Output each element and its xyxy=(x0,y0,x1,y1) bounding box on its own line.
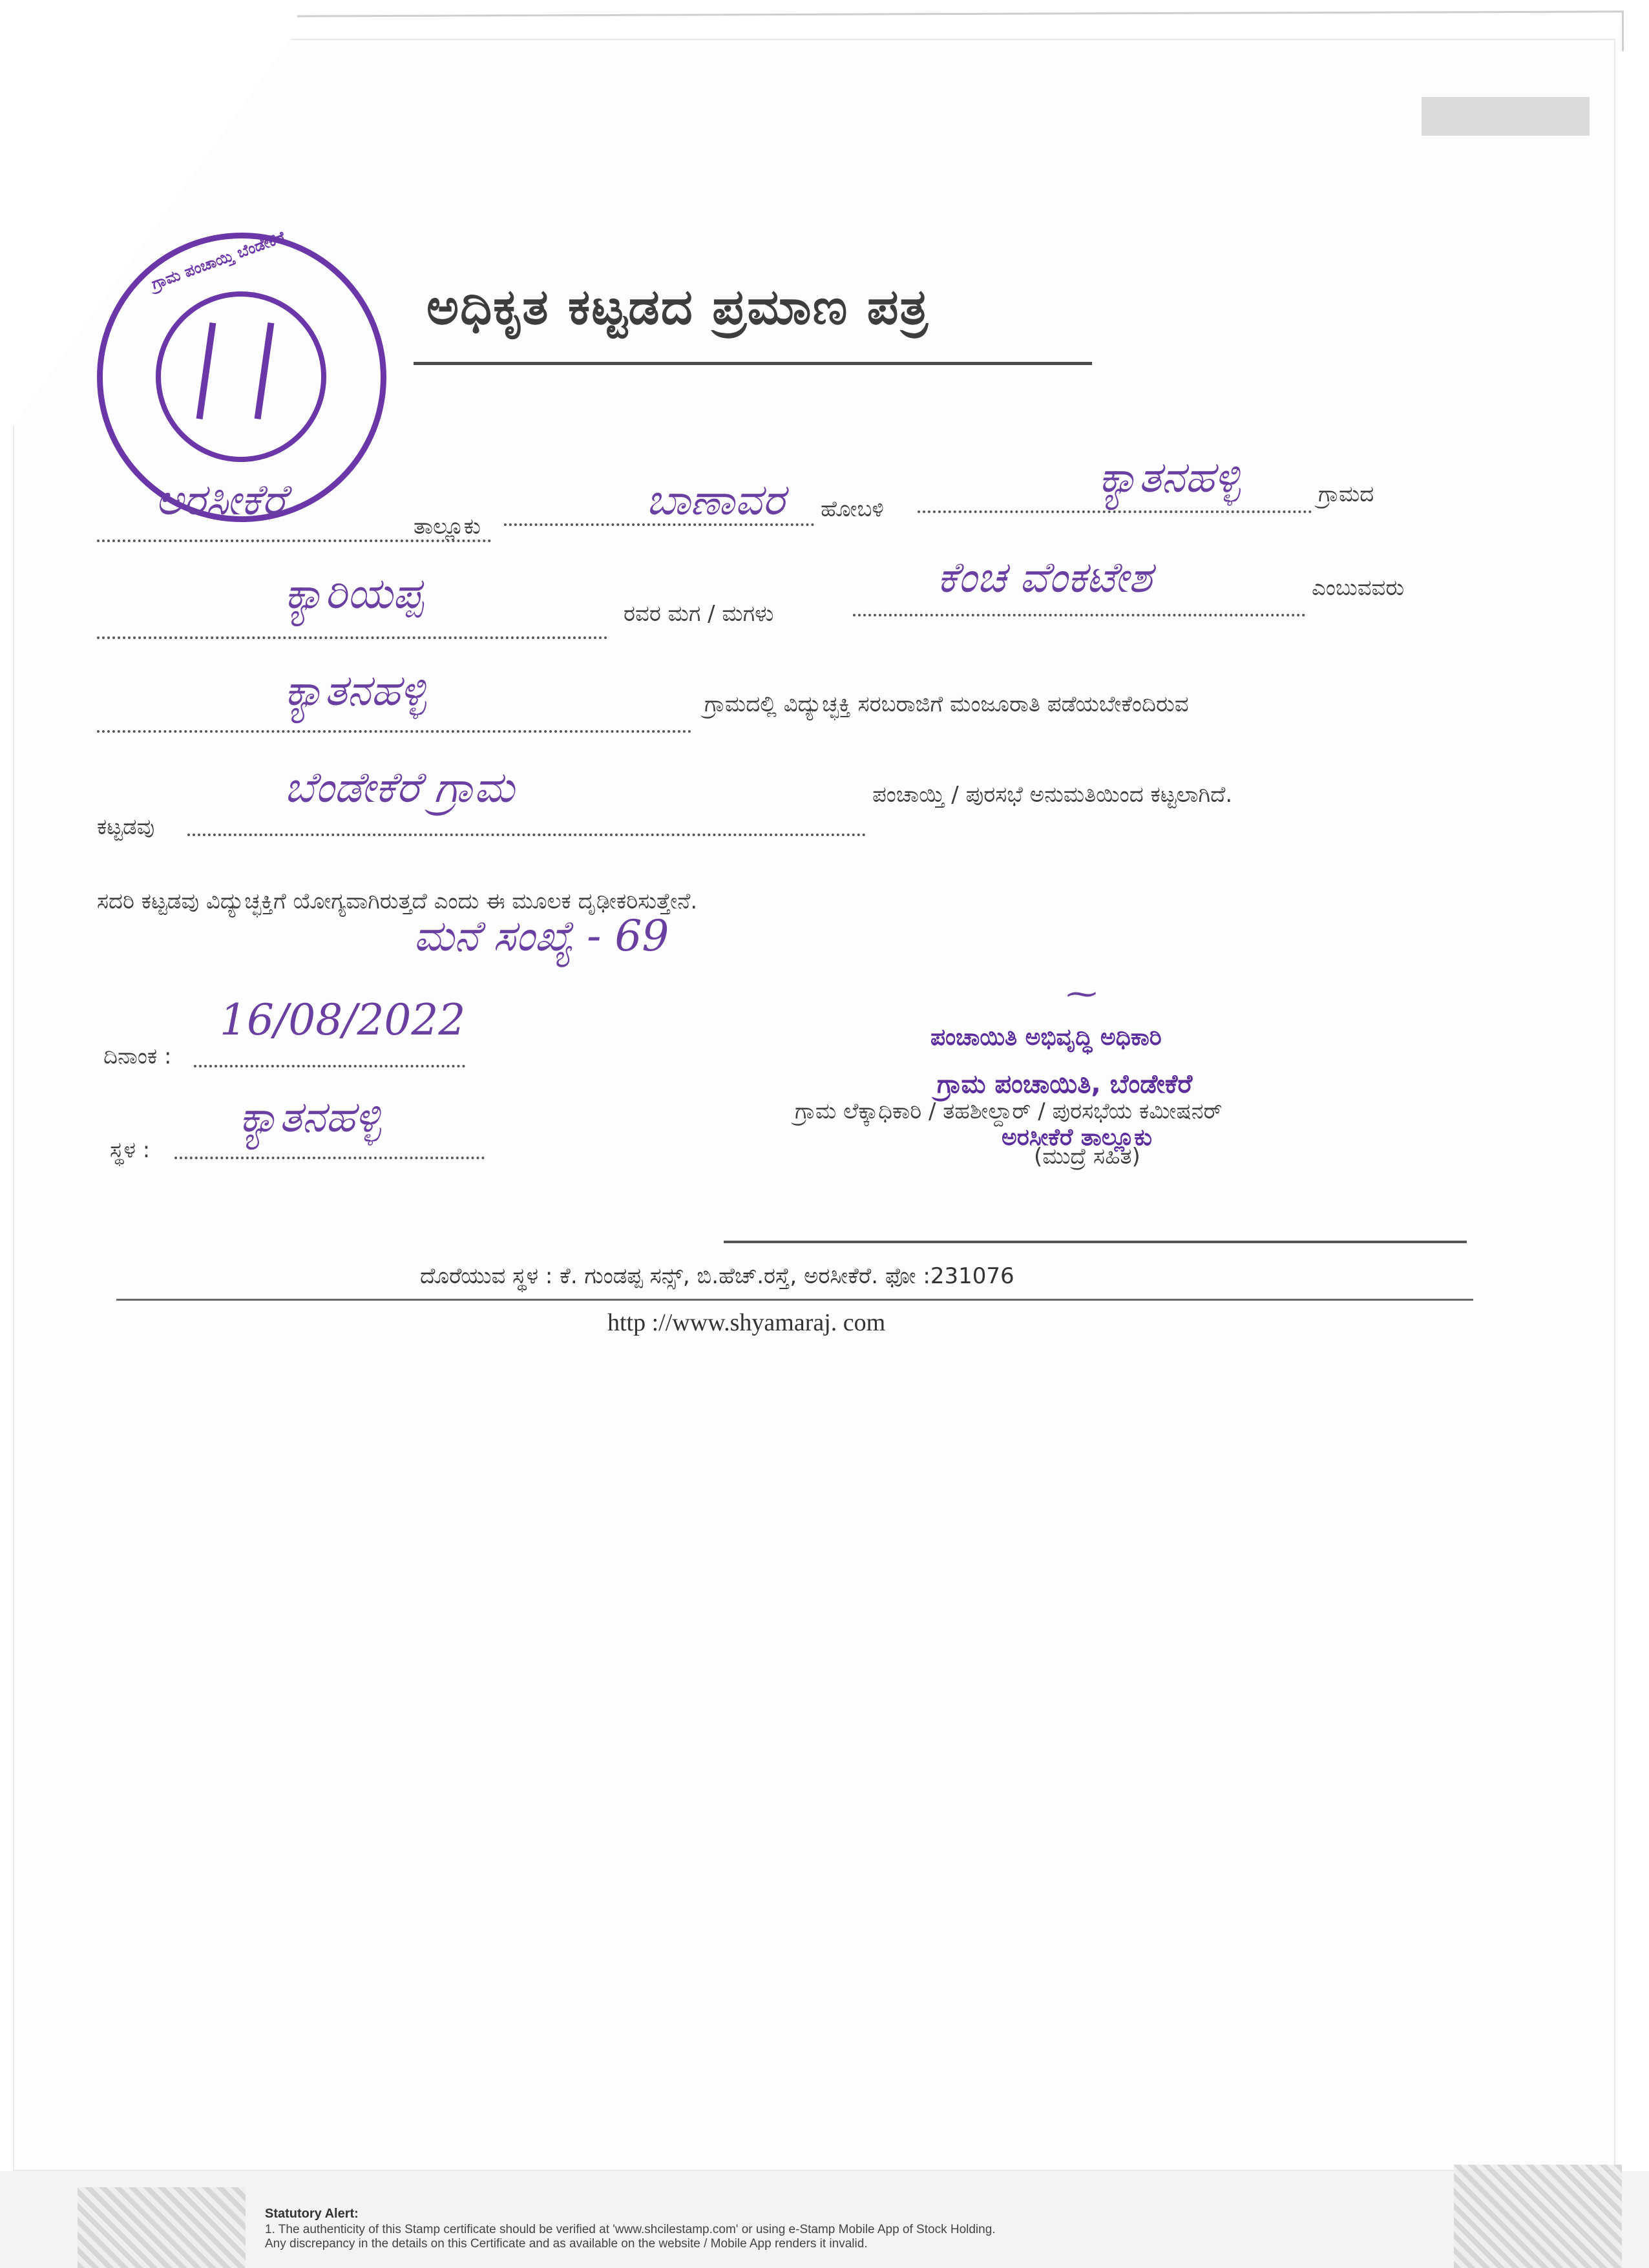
relation-label: ರವರ ಮಗ / ಮಗಳು xyxy=(624,601,774,627)
hobli-value: ಬಾಣಾವರ xyxy=(646,475,785,525)
house-number-note: ಮನೆ ಸಂಖ್ಯೆ - 69 xyxy=(414,911,669,961)
statutory-alert-line-1: 1. The authenticity of this Stamp certificate should be verified at 'www.shcilestamp.com' or using e-Stamp Mobile App of Stock Holding. xyxy=(265,2223,996,2236)
place-value: ಕ್ಯಾತನಹಳ್ಳಿ xyxy=(239,1092,381,1142)
taluk-value: ಅರಸೀಕೆರೆ xyxy=(155,475,286,525)
top-right-stamp-pattern xyxy=(1422,97,1590,136)
permission-text: ಪಂಚಾಯ್ತಿ / ಪುರಸಭೆ ಅನುಮತಿಯಿಂದ ಕಟ್ಟಲಾಗಿದೆ. xyxy=(872,782,1233,808)
panchayat-value: ಬೆಂಡೇಕೆರೆ ಗ್ರಾಮ xyxy=(284,762,515,812)
officer-line-2: ಗ್ರಾಮ ಪಂಚಾಯಿತಿ, ಬೆಂಡೇಕೆರೆ xyxy=(937,1069,1193,1099)
supply-text: ಗ್ರಾಮದಲ್ಲಿ ವಿದ್ಯುಚ್ಛಕ್ತಿ ಸರಬರಾಜಿಗೆ ಮಂಜೂರಾತಿ ಪಡೆಯಬೇಕೆಂದಿರುವ xyxy=(704,691,1189,717)
village-label: ಗ್ರಾಮದ xyxy=(1318,481,1374,507)
date-value: 16/08/2022 xyxy=(220,995,466,1045)
village-dotted-line-2 xyxy=(97,730,691,733)
village-value: ಕ್ಯಾತನಹಳ್ಳಿ xyxy=(1098,452,1241,502)
place-dotted-line xyxy=(174,1157,485,1159)
taluk-dotted-line xyxy=(97,540,491,542)
officer-line-1: ಪಂಚಾಯಿತಿ ಅಭಿವೃದ್ಧಿ ಅಧಿಕಾರಿ xyxy=(930,1024,1162,1051)
footer-divider xyxy=(116,1299,1473,1301)
left-stamp-pattern xyxy=(78,2187,246,2268)
certify-text: ಸದರಿ ಕಟ್ಟಡವು ವಿದ್ಯುಚ್ಛಕ್ತಿಗೆ ಯೋಗ್ಯವಾಗಿರುತ್ತದೆ ಎಂದು ಈ ಮೂಲಕ ದೃಢೀಕರಿಸುತ್ತೇನೆ. xyxy=(97,888,698,914)
signature-divider xyxy=(724,1241,1467,1243)
statutory-alert-strip xyxy=(0,2171,1649,2268)
seal-text: ಗ್ರಾಮ ಪಂಚಾಯ್ತಿ ಬೆಂಡೇಕೆರೆ xyxy=(149,227,288,293)
page-title: ಅಧಿಕೃತ ಕಟ್ಟಡದ ಪ್ರಮಾಣ ಪತ್ರ xyxy=(426,278,929,335)
availability-text: ದೊರೆಯುವ ಸ್ಥಳ : ಕೆ. ಗುಂಡಪ್ಪ ಸನ್ಸ್, ಬಿ.ಹೆಚ್.ರಸ್ತೆ, ಅರಸೀಕೆರೆ. ಫೋ :231076 xyxy=(420,1263,1014,1289)
hobli-dotted-line xyxy=(504,523,814,526)
sheet-top-edge xyxy=(297,10,1624,56)
parent-dotted-line xyxy=(97,636,607,639)
statutory-alert-title: Statutory Alert: xyxy=(265,2207,359,2221)
applicant-dotted-line xyxy=(853,614,1305,616)
officer-printed-titles: ಗ್ರಾಮ ಲೆಕ್ಕಾಧಿಕಾರಿ / ತಹಶೀಲ್ದಾರ್ / ಪುರಸಭೆಯ ಕಮೀಷನರ್ xyxy=(795,1098,1223,1124)
applicant-name-value: ಕೆಂಚ ವೆಂಕಟೇಶ xyxy=(937,552,1152,602)
officer-line-3: ಅರಸೀಕೆರೆ ತಾಲ್ಲೂಕು xyxy=(1002,1124,1152,1151)
village-value-2: ಕ್ಯಾತನಹಳ್ಳಿ xyxy=(284,666,426,715)
statutory-alert-line-2: Any discrepancy in the details on this Certificate and as available on the website / Mobile App renders it invalid. xyxy=(265,2237,868,2251)
title-underline xyxy=(414,362,1092,365)
place-label: ಸ್ಥಳ : xyxy=(110,1137,151,1163)
officer-signature: ⁓ xyxy=(1066,976,1097,1012)
suffix-label: ಎಂಬುವವರು xyxy=(1312,575,1405,601)
panchayat-dotted-line xyxy=(187,834,866,836)
village-dotted-line xyxy=(918,510,1312,513)
seal-note: (ಮುದ್ರೆ ಸಹಿತ) xyxy=(1034,1144,1140,1170)
website-url: http ://www.shyamaraj. com xyxy=(607,1309,886,1336)
right-stamp-pattern xyxy=(1454,2165,1622,2268)
date-dotted-line xyxy=(194,1065,465,1067)
taluk-label: ತಾಲ್ಲೂಕು xyxy=(414,514,481,540)
seal-inner-ring xyxy=(156,291,326,462)
building-label: ಕಟ್ಟಡವು xyxy=(97,814,155,840)
date-label: ದಿನಾಂಕ : xyxy=(103,1044,172,1069)
hobli-label: ಹೋಬಳಿ xyxy=(821,496,884,522)
parent-name-value: ಕ್ಯಾರಿಯಪ್ಪ xyxy=(284,569,424,618)
